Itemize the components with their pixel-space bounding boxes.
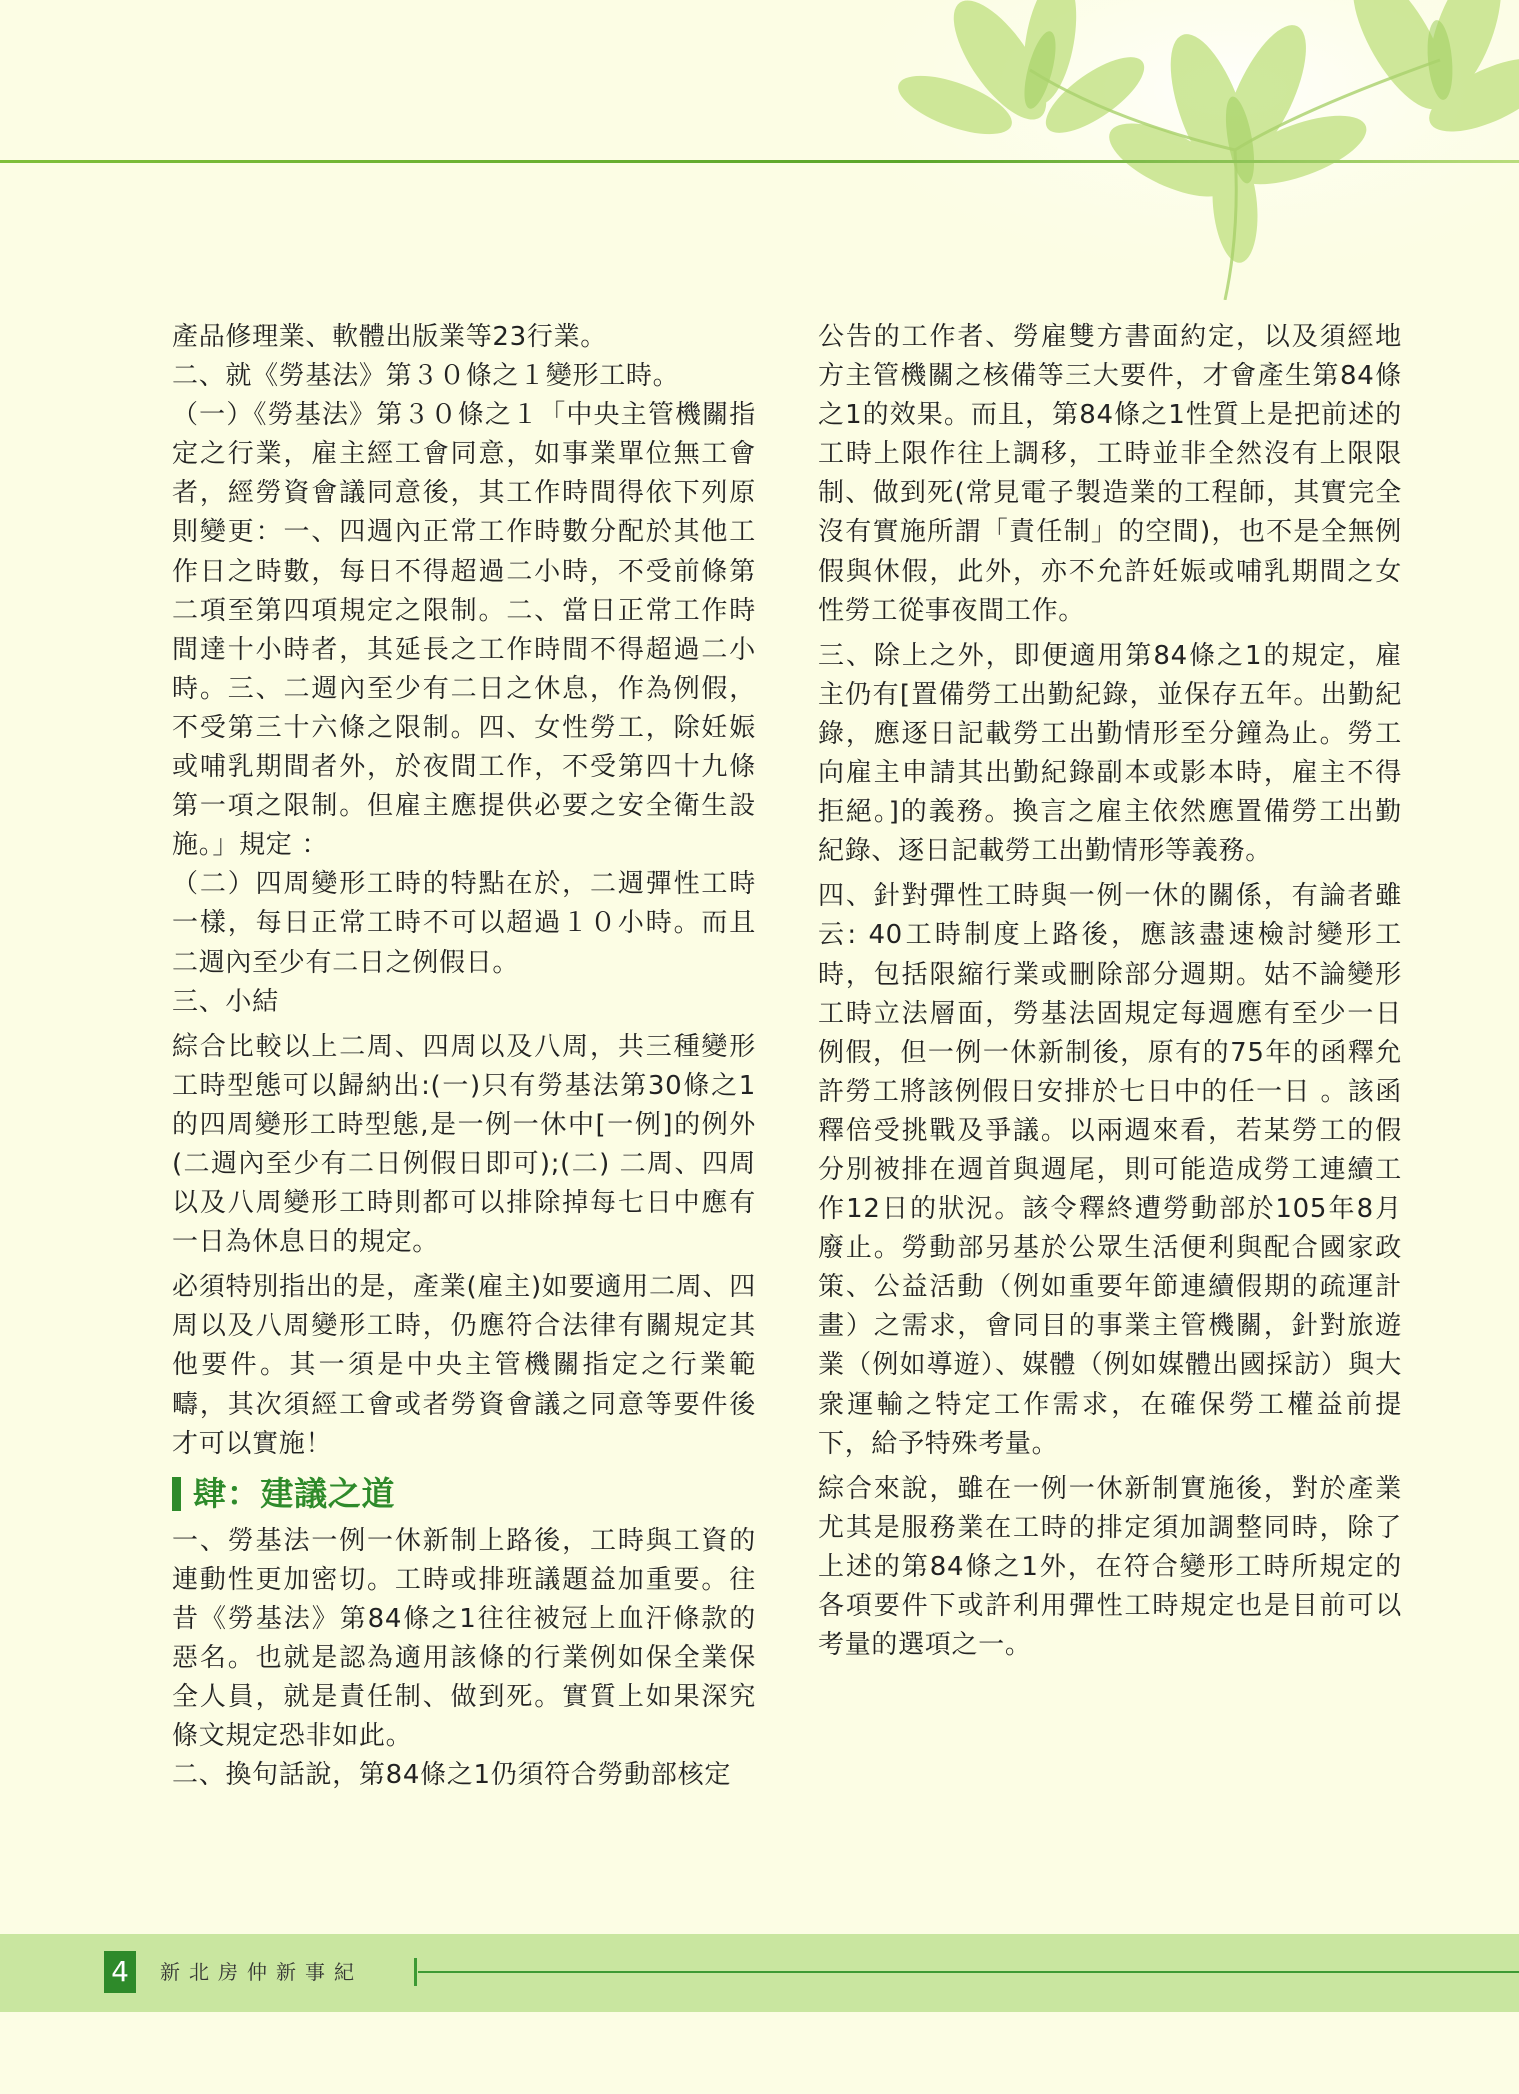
- leaf-decoration: [880, 0, 1519, 300]
- paragraph: （二）四周變形工時的特點在於，二週彈性工時一樣，每日正常工時不可以超過１０小時。而且二週內至少有二日之例假日。: [172, 869, 756, 978]
- paragraph: 必須特別指出的是，產業(雇主)如要適用二周、四周以及八周變形工時，仍應符合法律有關規定其他要件。其一須是中央主管機關指定之行業範疇，其次須經工會或者勞資會議之同意等要件後才可以實施！: [172, 1272, 756, 1459]
- paragraph: 三、除上之外，即便適用第84條之1的規定，雇主仍有[置備勞工出勤紀錄，並保存五年。出勤紀錄，應逐日記載勞工出勤情形至分鐘為止。勞工向雇主申請其出勤紀錄副本或影本時，雇主不得拒絕。]的義務。換言之雇主依然應置備勞工出勤紀錄、逐日記載勞工出勤情形等義務。: [818, 640, 1402, 867]
- right-text-column: [818, 318, 1402, 1665]
- section-heading-text: 肆：建議之道: [193, 1473, 396, 1513]
- paragraph: 三、小結: [172, 986, 279, 1017]
- header-rule: [0, 160, 1519, 163]
- paragraph: （一）《勞基法》第３０條之１「中央主管機關指定之行業，雇主經工會同意，如事業單位無工會者，經勞資會議同意後，其工作時間得依下列原則變更：一、四週內正常工作時數分配於其他工作日之時數，每日不得超過二小時，不受前條第二項至第四項規定之限制。二、當日正常工作時間達十小時者，其延長之工作時間不得超過二小時。三、二週內至少有二日之休息，作為例假，不受第三十六條之限制。四、女性勞工，除妊娠或哺乳期間者外，於夜間工作，不受第四十九條第一項之限制。但雇主應提供必要之安全衛生設施。」規定 ：: [172, 400, 756, 861]
- page-number: 4: [104, 1951, 136, 1993]
- paragraph: 綜合來說，雖在一例一休新制實施後，對於產業尤其是服務業在工時的排定須加調整同時，除了上述的第84條之1外，在符合變形工時所規定的各項要件下或許利用彈性工時規定也是目前可以考量的選項之一。: [818, 1473, 1402, 1661]
- paragraph: 公告的工作者、勞雇雙方書面約定，以及須經地方主管機關之核備等三大要件，才會產生第84條之1的效果。而且，第84條之1性質上是把前述的工時上限作往上調移，工時並非全然沒有上限限制、做到死(常見電子製造業的工程師，其實完全沒有實施所謂「責任制」的空間)，也不是全無例假與休假，此外，亦不允許妊娠或哺乳期間之女性勞工從事夜間工作。: [818, 322, 1402, 626]
- publication-title: 新北房仲新事紀: [160, 1960, 363, 1984]
- left-text-column: [172, 318, 756, 1795]
- paragraph: 產品修理業、軟體出版業等23行業。: [172, 322, 607, 352]
- section-heading: [172, 1472, 756, 1516]
- footer-rule: [418, 1971, 1519, 1973]
- paragraph: 綜合比較以上二周、四周以及八周，共三種變形工時型態可以歸納出:(一)只有勞基法第30條之1的四周變形工時型態,是一例一休中[一例]的例外(二週內至少有二日例假日即可);(二) 二周、四周以及八周變形工時則都可以排除掉每七日中應有一日為休息日的規定。: [172, 1031, 756, 1258]
- footer-tick: [414, 1958, 417, 1986]
- paragraph: 四、針對彈性工時與一例一休的關係，有論者雖云: 40工時制度上路後，應該盡速檢討變形工時，包括限縮行業或刪除部分週期。姑不論變形工時立法層面，勞基法固規定每週應有至少一日例假，但一例一休新制後，原有的75年的函釋允許勞工將該例假日安排於七日中的任一日 。該函釋倍受挑戰及爭議。以兩週來看，若某勞工的假分別被排在週首與週尾，則可能造成勞工連續工作12日的狀況。該令釋終遭勞動部於105年8月廢止。勞動部另基於公眾生活便利與配合國家政策、公益活動（例如重要年節連續假期的疏運計畫）之需求，會同目的事業主管機關，針對旅遊業（例如導遊）、媒體（例如媒體出國採訪）與大衆運輸之特定工作需求，在確保勞工權益前提下，給予特殊考量。: [818, 881, 1402, 1459]
- paragraph: 一、勞基法一例一休新制上路後，工時與工資的連動性更加密切。工時或排班議題益加重要。往昔《勞基法》第84條之1往往被冠上血汗條款的惡名。也就是認為適用該條的行業例如保全業保全人員，就是責任制、做到死。實質上如果深究條文規定恐非如此。: [172, 1525, 756, 1752]
- heading-bar-icon: [172, 1477, 181, 1511]
- paragraph: 二、就《勞基法》第３０條之１變形工時。: [172, 361, 680, 392]
- paragraph: 二、換句話說，第84條之1仍須符合勞動部核定: [172, 1760, 732, 1791]
